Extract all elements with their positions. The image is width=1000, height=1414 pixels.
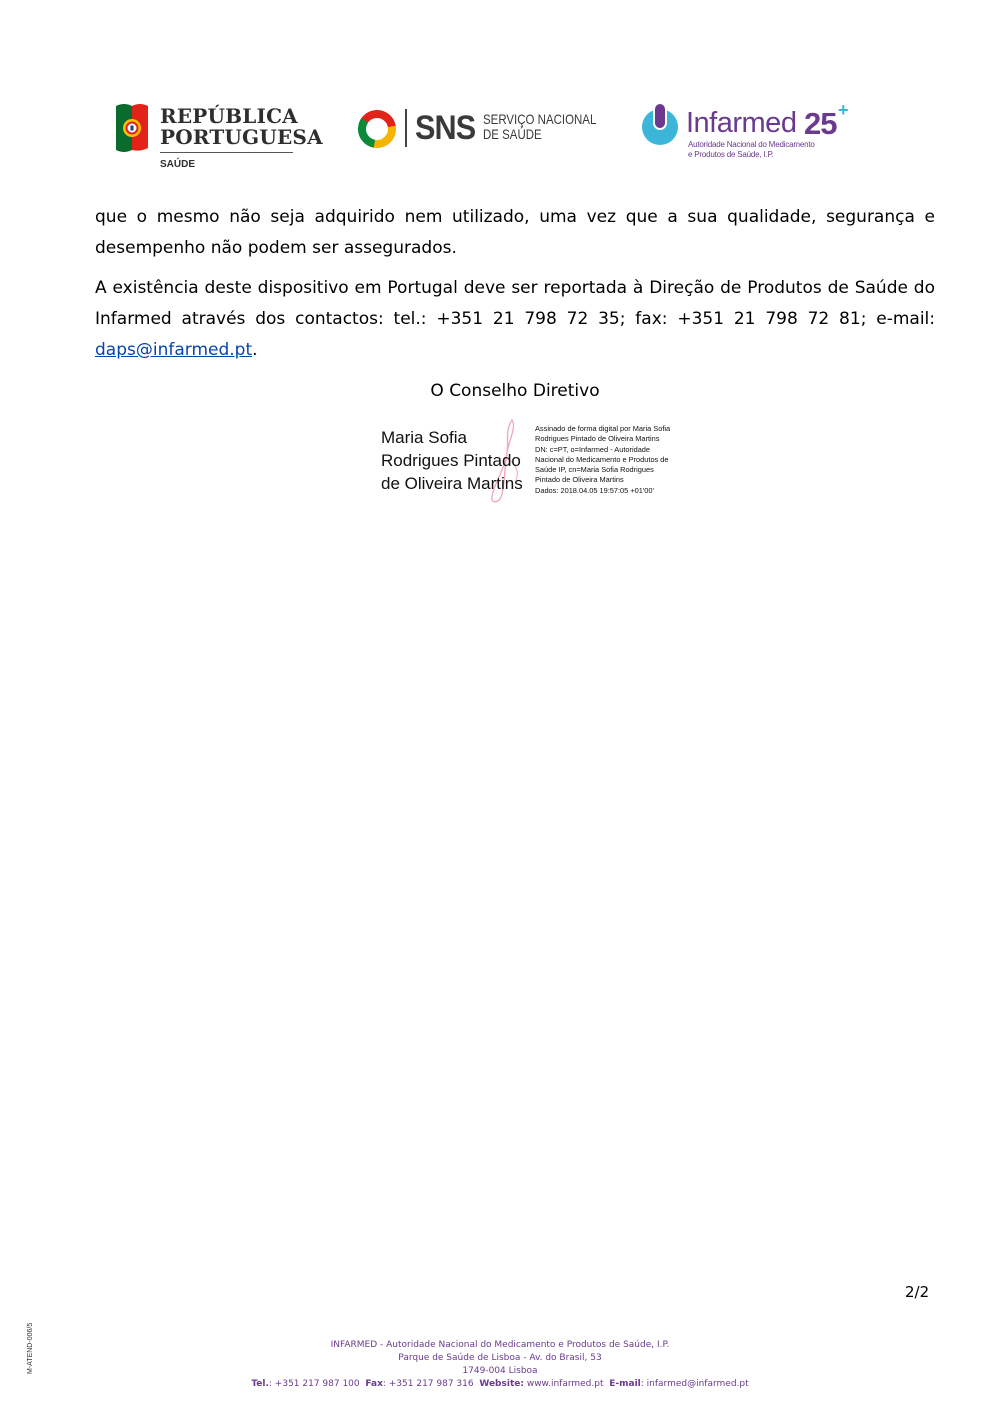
footer-address: Parque de Saúde de Lisboa - Av. do Brasil, 53 bbox=[398, 1353, 602, 1363]
email-link[interactable]: daps@infarmed.pt bbox=[95, 340, 253, 360]
website-value[interactable]: www.infarmed.pt bbox=[526, 1379, 604, 1389]
paragraph-1: que o mesmo não seja adquirido nem utilizado, uma vez que a sua qualidade, segurança e desempenho não podem ser assegurados. bbox=[95, 207, 935, 258]
portugal-flag-icon bbox=[110, 102, 150, 154]
digital-signature bbox=[380, 418, 700, 508]
paragraph-2-text: A existência deste dispositivo em Portugal deve ser reportada à Direção de Produtos de Saúde do Infarmed através dos contactos: tel.: +351 21 798 72 35; fax: +351 21 798 72 81; e-mail: bbox=[95, 278, 935, 329]
footer-postcode: 1749-004 Lisboa bbox=[462, 1366, 538, 1376]
signature-detail-line: Nacional do Medicamento e Produtos de bbox=[535, 454, 669, 464]
infarmed-logo bbox=[640, 100, 855, 161]
footer-email-value[interactable]: : infarmed@infarmed.pt bbox=[640, 1379, 749, 1389]
footer-org: INFARMED - Autoridade Nacional do Medicamento e Produtos de Saúde, I.P. bbox=[330, 1340, 670, 1350]
tel-label: Tel. bbox=[251, 1379, 269, 1389]
sns-logo bbox=[357, 107, 597, 151]
saude-text: SAÚDE bbox=[160, 159, 196, 170]
signer-name bbox=[381, 426, 523, 495]
signature-detail-line: DN: c=PT, o=Infarmed - Autoridade bbox=[535, 444, 651, 454]
infarmed-subtitle-1: Autoridade Nacional do Medicamento bbox=[688, 140, 815, 149]
signature-detail-line: Saúde IP, cn=Maria Sofia Rodrigues bbox=[535, 465, 654, 475]
signer-name-line: de Oliveira Martins bbox=[381, 474, 523, 493]
signature-detail-line: Pintado de Oliveira Martins bbox=[535, 475, 624, 485]
sns-line1: SERVIÇO NACIONAL bbox=[483, 111, 597, 127]
portuguesa-text: PORTUGUESA bbox=[160, 125, 323, 149]
signature-detail-line: Dados: 2018.04.05 19:57:05 +01'00' bbox=[535, 485, 654, 495]
website-label: Website: bbox=[479, 1379, 524, 1389]
sns-ring-icon bbox=[357, 109, 397, 149]
logo-divider bbox=[160, 152, 293, 153]
page-number: 2/2 bbox=[905, 1283, 930, 1301]
paragraph-2 bbox=[95, 273, 935, 366]
paragraph-2-end: . bbox=[252, 340, 258, 360]
infarmed-subtitle-2: e Produtos de Saúde, I.P. bbox=[688, 150, 774, 159]
fax-value: : +351 217 987 316 bbox=[382, 1379, 474, 1389]
infarmed-name: Infarmed bbox=[686, 107, 797, 139]
form-code: M-ATEND-006/5 bbox=[27, 1322, 34, 1374]
sns-divider bbox=[405, 109, 407, 147]
infarmed-anniversary: 25 bbox=[804, 106, 837, 141]
sns-line2: DE SAÚDE bbox=[483, 126, 542, 142]
signer-name-line: Rodrigues Pintado bbox=[381, 451, 521, 470]
tel-value: : +351 217 987 100 bbox=[268, 1379, 360, 1389]
plus-icon: + bbox=[838, 100, 849, 120]
email-label: E-mail bbox=[609, 1379, 641, 1389]
council-title: O Conselho Diretivo bbox=[430, 381, 600, 401]
footer-contacts bbox=[0, 1378, 1000, 1391]
signature-details bbox=[535, 424, 670, 496]
infarmed-drop-icon bbox=[640, 103, 680, 147]
footer bbox=[0, 1339, 1000, 1391]
signature-detail-line: Rodrigues Pintado de Oliveira Martins bbox=[535, 434, 660, 444]
sns-acronym: SNS bbox=[415, 109, 476, 147]
signer-name-line: Maria Sofia bbox=[381, 428, 467, 447]
republica-text: REPÚBLICA bbox=[160, 104, 298, 128]
republica-portuguesa-logo bbox=[110, 102, 323, 174]
fax-label: Fax bbox=[365, 1379, 383, 1389]
signature-detail-line: Assinado de forma digital por Maria Sofia bbox=[535, 424, 671, 433]
